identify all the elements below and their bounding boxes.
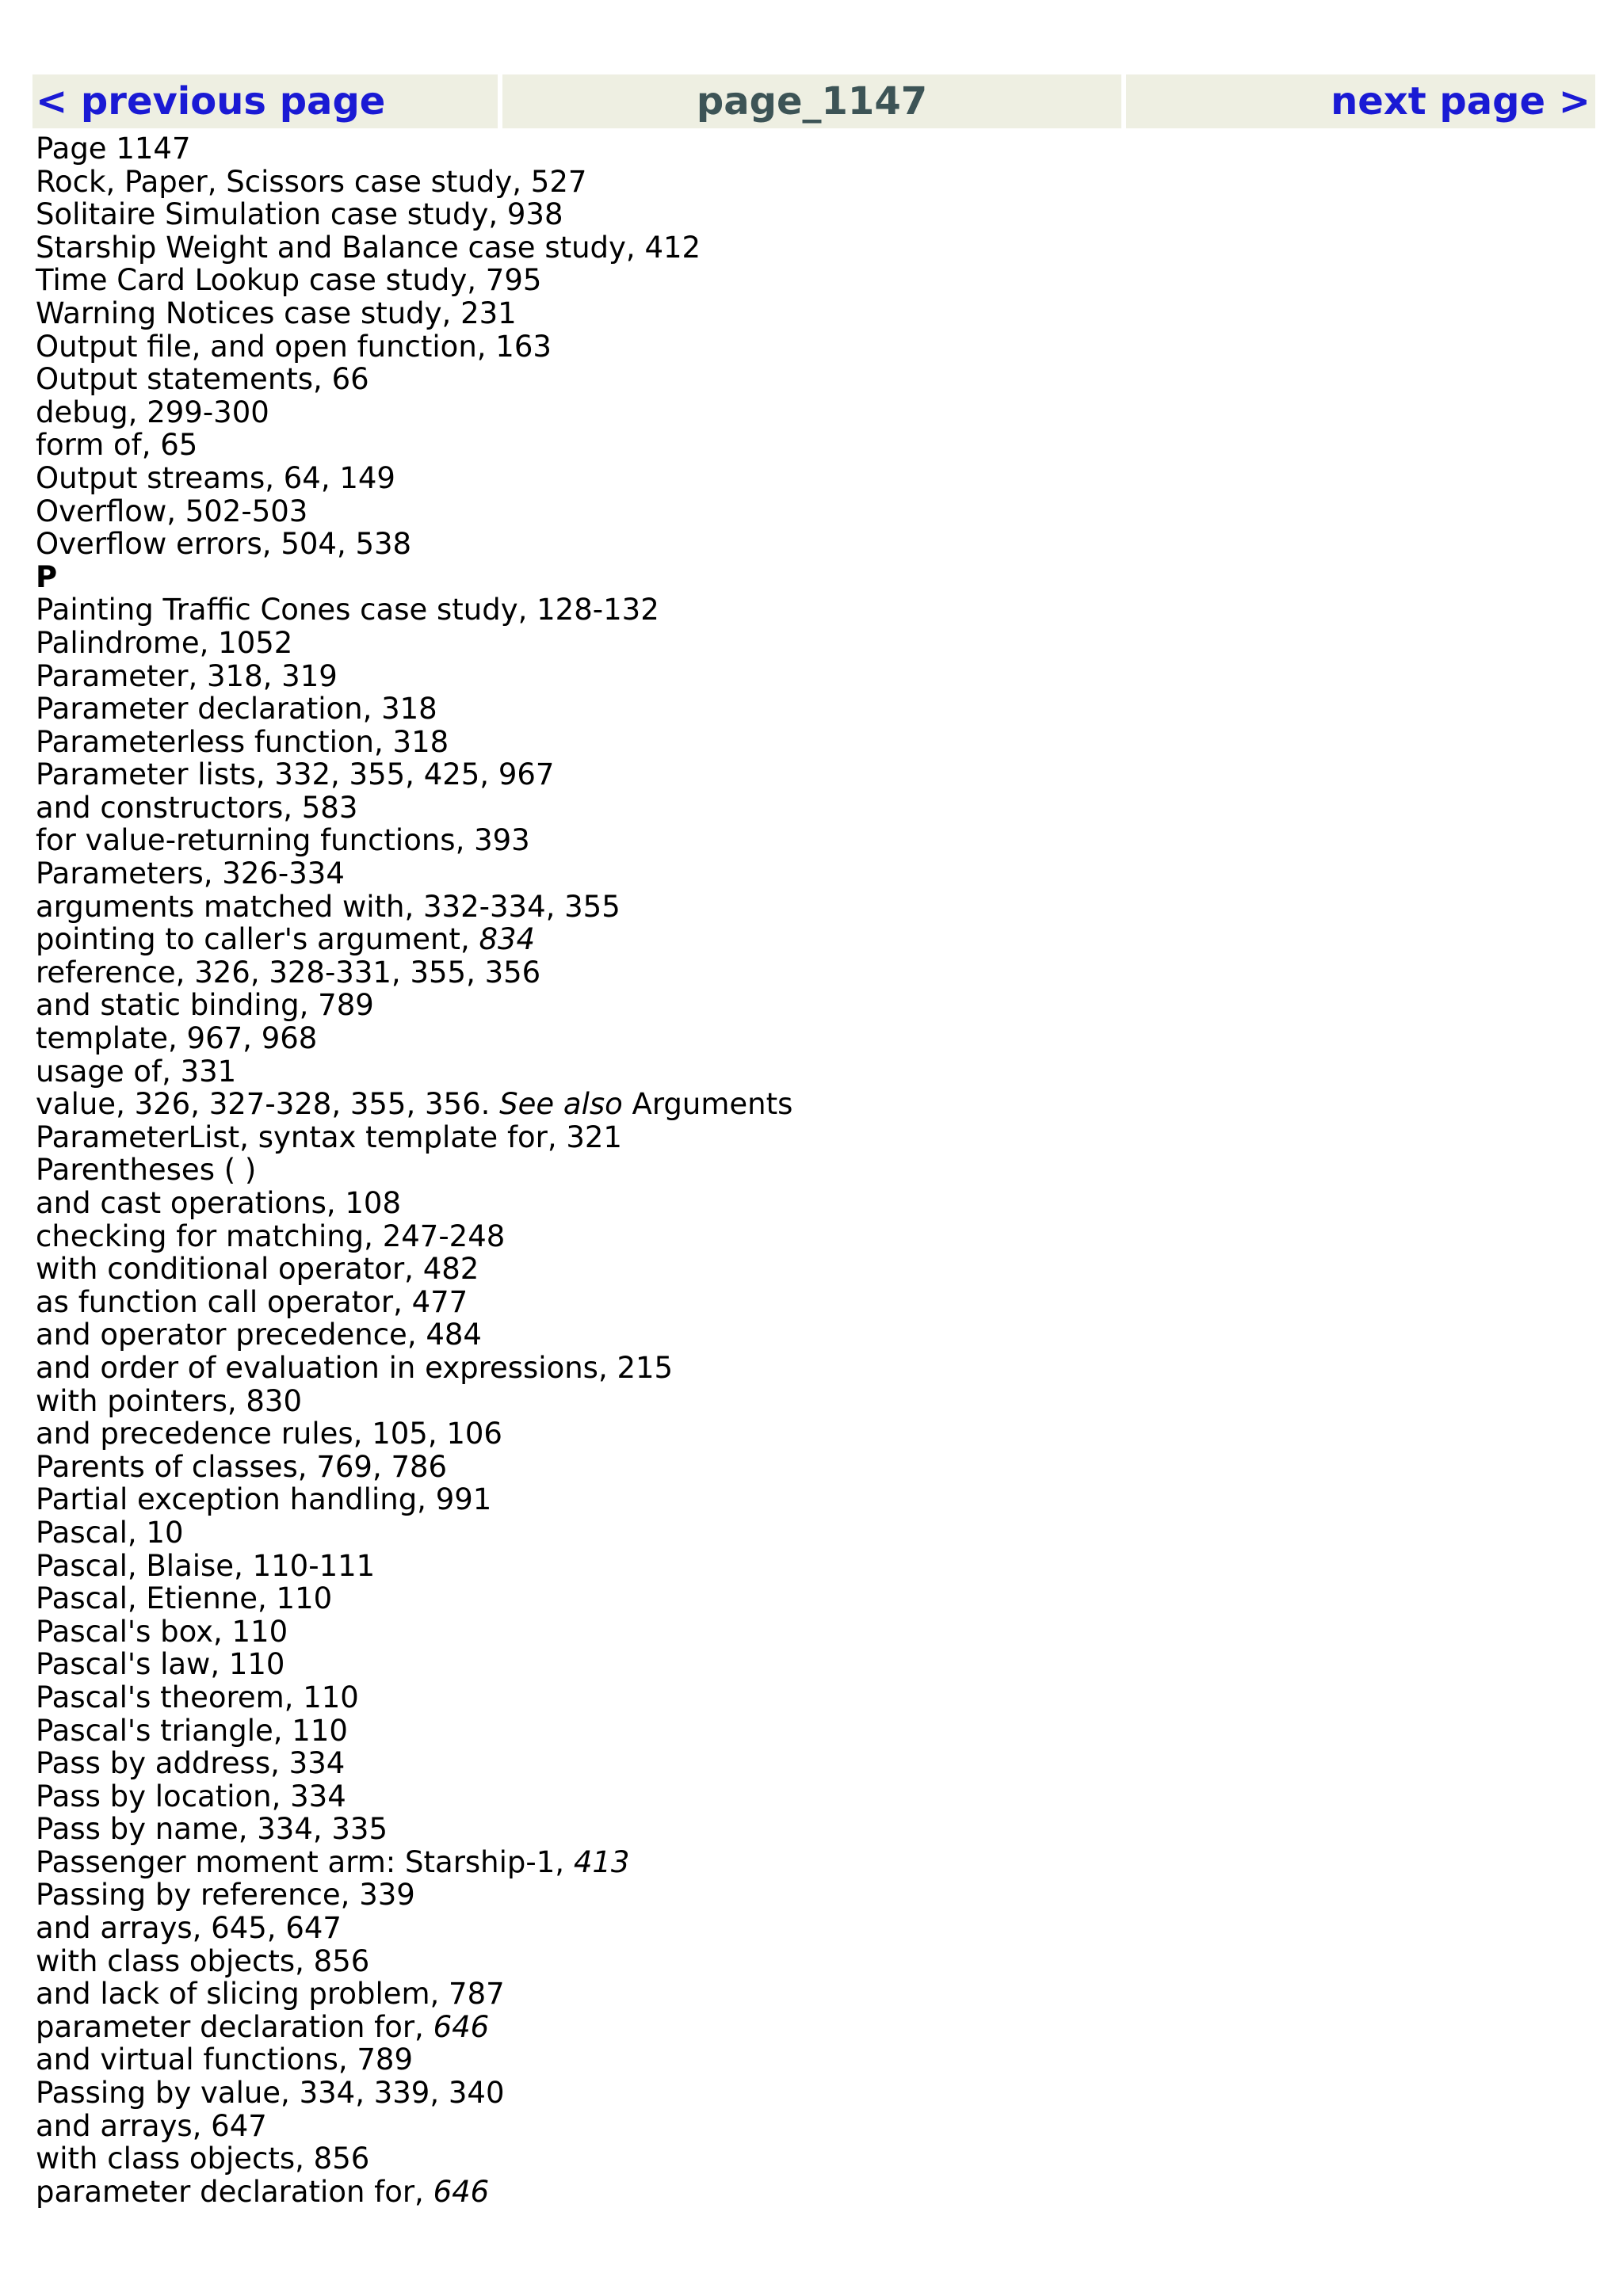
index-entry-text: Parameter, 318, 319 bbox=[36, 658, 338, 693]
index-entry-text: P bbox=[36, 559, 58, 594]
index-entry-text: parameter declaration for, bbox=[36, 2009, 433, 2044]
index-entry-text: and static binding, 789 bbox=[36, 988, 374, 1023]
index-entry bbox=[36, 1582, 1589, 1615]
index-entry-text: as function call operator, 477 bbox=[36, 1284, 468, 1319]
index-entry bbox=[36, 1483, 1589, 1516]
index-entry bbox=[36, 857, 1589, 891]
previous-page-link[interactable]: < previous page bbox=[36, 79, 386, 124]
index-entry-text: Pascal, 10 bbox=[36, 1515, 184, 1550]
index-entry bbox=[36, 1286, 1589, 1319]
index-entry bbox=[36, 1945, 1589, 1978]
index-entry-text: with pointers, 830 bbox=[36, 1383, 303, 1418]
index-entry bbox=[36, 956, 1589, 990]
index-entry-text: and order of evaluation in expressions, 215 bbox=[36, 1350, 674, 1385]
index-entry-text: ParameterList, syntax template for, 321 bbox=[36, 1119, 622, 1154]
index-entry-text: Pass by location, 334 bbox=[36, 1779, 346, 1814]
index-entry-text: Pascal, Etienne, 110 bbox=[36, 1581, 333, 1616]
index-entry bbox=[36, 1714, 1589, 1748]
index-entry-text: Palindrome, 1052 bbox=[36, 625, 293, 660]
index-entry bbox=[36, 791, 1589, 825]
index-entry-text: Pascal's triangle, 110 bbox=[36, 1713, 348, 1748]
index-entry bbox=[36, 989, 1589, 1022]
index-entry-text: usage of, 331 bbox=[36, 1054, 237, 1089]
index-entry-text: arguments matched with, 332-334, 355 bbox=[36, 889, 621, 924]
index-entry-text: Parameterless function, 318 bbox=[36, 724, 449, 759]
index-entry-text: reference, 326, 328-331, 355, 356 bbox=[36, 955, 541, 990]
next-page-cell bbox=[1126, 74, 1595, 128]
index-entry bbox=[36, 297, 1589, 330]
index-entry-text: checking for matching, 247-248 bbox=[36, 1219, 506, 1253]
index-entry-text: for value-returning functions, 393 bbox=[36, 823, 530, 858]
index-entry-text: Time Card Lookup case study, 795 bbox=[36, 263, 542, 298]
index-entry bbox=[36, 2110, 1589, 2143]
index-entry-text: Parameter declaration, 318 bbox=[36, 692, 437, 727]
index-entry bbox=[36, 528, 1589, 561]
index-entry-list bbox=[36, 132, 1589, 2208]
index-entry-text: Pascal, Blaise, 110-111 bbox=[36, 1548, 376, 1583]
index-entry bbox=[36, 462, 1589, 495]
index-entry-text: pointing to caller's argument, bbox=[36, 922, 479, 957]
index-entry-italic: See also bbox=[499, 1087, 623, 1122]
index-entry-text: Starship Weight and Balance case study, 412 bbox=[36, 230, 701, 265]
index-entry bbox=[36, 1451, 1589, 1484]
index-entry bbox=[36, 824, 1589, 857]
index-entry-text: with conditional operator, 482 bbox=[36, 1252, 479, 1287]
index-entry bbox=[36, 330, 1589, 364]
index-entry bbox=[36, 627, 1589, 660]
index-entry bbox=[36, 2077, 1589, 2110]
index-entry bbox=[36, 891, 1589, 924]
index-entry bbox=[36, 1550, 1589, 1583]
index-entry-text: Page 1147 bbox=[36, 132, 191, 166]
index-entry bbox=[36, 495, 1589, 528]
index-entry bbox=[36, 692, 1589, 726]
index-entry-text: and constructors, 583 bbox=[36, 790, 358, 825]
index-entry-text: Parents of classes, 769, 786 bbox=[36, 1449, 448, 1484]
index-entry-text: Rock, Paper, Scissors case study, 527 bbox=[36, 164, 587, 199]
index-entry-text: with class objects, 856 bbox=[36, 1943, 370, 1978]
index-entry-text: and cast operations, 108 bbox=[36, 1186, 402, 1220]
index-entry bbox=[36, 2176, 1589, 2209]
index-entry bbox=[36, 1154, 1589, 1187]
index-entry-text: Pass by address, 334 bbox=[36, 1746, 346, 1781]
index-entry-text: Painting Traffic Cones case study, 128-132 bbox=[36, 593, 659, 627]
index-entry-text: and arrays, 647 bbox=[36, 2108, 267, 2143]
index-entry bbox=[36, 660, 1589, 693]
index-entry bbox=[36, 264, 1589, 297]
index-entry-text: Passing by reference, 339 bbox=[36, 1878, 415, 1913]
index-entry bbox=[36, 2043, 1589, 2077]
index-entry-text: Warning Notices case study, 231 bbox=[36, 296, 517, 330]
index-entry bbox=[36, 1813, 1589, 1846]
index-entry bbox=[36, 1978, 1589, 2011]
index-entry-text: Output streams, 64, 149 bbox=[36, 460, 395, 495]
index-entry-italic: 646 bbox=[433, 2009, 490, 2044]
index-entry bbox=[36, 1780, 1589, 1814]
page-label: page_1147 bbox=[502, 74, 1121, 128]
index-entry bbox=[36, 1878, 1589, 1912]
index-entry-text: Pascal's box, 110 bbox=[36, 1614, 288, 1649]
index-entry bbox=[36, 198, 1589, 231]
index-entry bbox=[36, 429, 1589, 462]
index-entry-text: Partial exception handling, 991 bbox=[36, 1482, 492, 1517]
index-entry bbox=[36, 1747, 1589, 1780]
index-entry-text: and lack of slicing problem, 787 bbox=[36, 1977, 505, 2012]
index-entry-text: Overflow errors, 504, 538 bbox=[36, 527, 412, 562]
index-entry bbox=[36, 2142, 1589, 2176]
index-entry bbox=[36, 1417, 1589, 1451]
index-entry-text: Pascal's theorem, 110 bbox=[36, 1680, 359, 1714]
index-entry-suffix: Arguments bbox=[622, 1087, 793, 1122]
previous-page-cell bbox=[32, 74, 498, 128]
index-entry-italic: 413 bbox=[573, 1844, 630, 1879]
index-entry-text: and arrays, 645, 647 bbox=[36, 1911, 342, 1946]
index-entry bbox=[36, 1615, 1589, 1649]
index-entry bbox=[36, 1121, 1589, 1154]
index-entry-italic: 834 bbox=[479, 922, 536, 957]
index-entry-text: Output statements, 66 bbox=[36, 362, 369, 397]
index-entry bbox=[36, 1846, 1589, 1879]
index-entry bbox=[36, 1318, 1589, 1352]
index-entry bbox=[36, 231, 1589, 265]
index-entry bbox=[36, 1912, 1589, 1945]
index-entry bbox=[36, 396, 1589, 429]
index-entry bbox=[36, 1681, 1589, 1714]
next-page-link[interactable]: next page > bbox=[1331, 79, 1591, 124]
index-entry bbox=[36, 1385, 1589, 1418]
index-entry-italic: 646 bbox=[433, 2174, 490, 2209]
index-entry-text: and operator precedence, 484 bbox=[36, 1318, 482, 1352]
index-entry bbox=[36, 1352, 1589, 1385]
index-entry bbox=[36, 1055, 1589, 1089]
index-entry-text: Parameter lists, 332, 355, 425, 967 bbox=[36, 757, 555, 792]
index-entry-text: Overflow, 502-503 bbox=[36, 494, 308, 528]
index-entry-text: parameter declaration for, bbox=[36, 2174, 433, 2209]
index-entry bbox=[36, 132, 1589, 166]
index-entry-text: Parentheses ( ) bbox=[36, 1153, 257, 1188]
index-entry-text: debug, 299-300 bbox=[36, 395, 269, 429]
index-entry-text: Pass by name, 334, 335 bbox=[36, 1812, 388, 1847]
index-entry bbox=[36, 593, 1589, 627]
index-entry-text: with class objects, 856 bbox=[36, 2142, 370, 2176]
index-entry-text: template, 967, 968 bbox=[36, 1021, 318, 1056]
index-entry bbox=[36, 1022, 1589, 1055]
index-entry-text: value, 326, 327-328, 355, 356. bbox=[36, 1087, 500, 1122]
index-entry-text: Output file, and open function, 163 bbox=[36, 329, 552, 364]
index-entry-text: Parameters, 326-334 bbox=[36, 856, 345, 891]
index-entry bbox=[36, 726, 1589, 759]
index-entry bbox=[36, 1187, 1589, 1220]
index-entry-text: form of, 65 bbox=[36, 428, 198, 463]
index-entry-text: and precedence rules, 105, 106 bbox=[36, 1417, 502, 1451]
index-entry-text: and virtual functions, 789 bbox=[36, 2042, 413, 2077]
index-entry-text: Solitaire Simulation case study, 938 bbox=[36, 197, 563, 232]
index-entry bbox=[36, 758, 1589, 791]
index-entry bbox=[36, 1088, 1589, 1121]
index-entry-text: Passenger moment arm: Starship-1, bbox=[36, 1844, 574, 1879]
index-entry bbox=[36, 1516, 1589, 1550]
index-section-letter bbox=[36, 561, 1589, 594]
index-entry bbox=[36, 2011, 1589, 2044]
page-navigation-bar bbox=[32, 74, 1595, 128]
index-entry bbox=[36, 923, 1589, 956]
index-entry bbox=[36, 1253, 1589, 1286]
index-entry-text: Pascal's law, 110 bbox=[36, 1647, 285, 1682]
index-entry bbox=[36, 1648, 1589, 1681]
index-entry bbox=[36, 166, 1589, 199]
index-entry bbox=[36, 1220, 1589, 1253]
index-entry-text: Passing by value, 334, 339, 340 bbox=[36, 2076, 505, 2111]
index-entry bbox=[36, 363, 1589, 396]
